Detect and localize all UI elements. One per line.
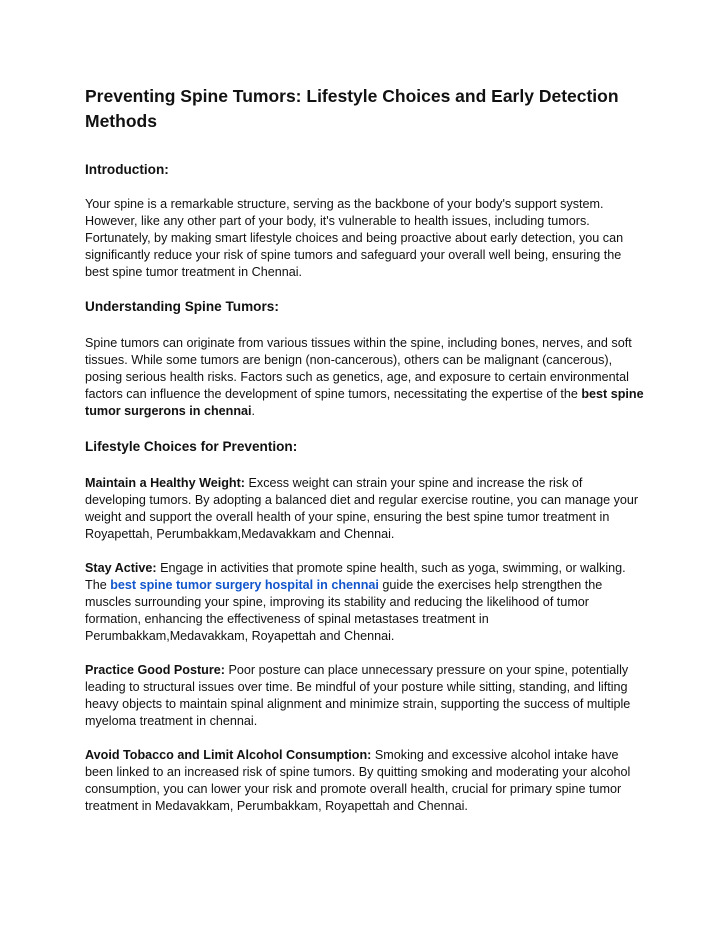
introduction-paragraph: Your spine is a remarkable structure, serving as the backbone of your body's support system. However, like any other part of your body, it's vulnerable to health issues, including tumors. Fortunately, by making smart lifestyle choices and being proactive about early detection, you can significantly reduce your risk of spine tumors and safeguard your overall well being, ensuring the best spine tumor treatment in Chennai. [85, 197, 624, 279]
weight-text: Excess weight can strain your spine and increase the risk of developing tumors. By adopting a balanced diet and regular exercise routine, you can manage your weight and support the overall health of your spine, ensuring the best spine tumor treatment in Royapettah, Perumbakkam,Medavakkam and Chennai. [85, 476, 639, 541]
posture-label: Practice Good Posture: [85, 663, 225, 677]
lifestyle-heading: Lifestyle Choices for Prevention: [85, 439, 298, 454]
active-paragraph [85, 560, 645, 645]
understanding-paragraph [85, 335, 645, 420]
active-label: Stay Active: [85, 561, 157, 575]
tobacco-paragraph [85, 747, 645, 815]
weight-paragraph [85, 475, 645, 543]
posture-text: Poor posture can place unnecessary pressure on your spine, potentially leading to structural issues over time. Be mindful of your posture while sitting, standing, and lifting heavy objects to maintain spinal alignment and minimize strain, supporting the success of multiple myeloma treatment in chennai. [85, 663, 631, 728]
active-text: Engage in activities that promote spine health, such as yoga, swimming, or walking. The [85, 561, 626, 592]
weight-label: Maintain a Healthy Weight: [85, 476, 246, 490]
tobacco-label: Avoid Tobacco and Limit Alcohol Consumption: [85, 748, 372, 762]
document-page [85, 84, 645, 815]
understanding-heading: Understanding Spine Tumors: [85, 299, 279, 314]
understanding-bold-phrase: best spine tumor surgerons in chennai [85, 387, 644, 418]
tobacco-text: Smoking and excessive alcohol intake have been linked to an increased risk of spine tumors. By quitting smoking and moderating your alcohol consumption, you can lower your risk and promote overall health, crucial for primary spine tumor treatment in Medavakkam, Perumbakkam, Royapettah and Chennai. [85, 748, 631, 813]
document-title: Preventing Spine Tumors: Lifestyle Choices and Early Detection Methods [85, 86, 619, 131]
hospital-link[interactable]: best spine tumor surgery hospital in chennai [110, 578, 379, 592]
understanding-text: Spine tumors can originate from various tissues within the spine, including bones, nerves, and soft tissues. While some tumors are benign (non-cancerous), others can be malignant (cancerous), posing serious health risks. Factors such as genetics, age, and exposure to certain environmental factors can influence the development of spine tumors, necessitating the expertise of the [85, 336, 632, 401]
introduction-heading: Introduction: [85, 162, 169, 177]
posture-paragraph [85, 662, 645, 730]
understanding-text-end: . [251, 404, 256, 418]
active-text-end: guide the exercises help strengthen the muscles surrounding your spine, improving its stability and reducing the likelihood of tumor formation, enhancing the effectiveness of spinal metastases treatment in Perumbakkam,Medavakkam, Royapettah and Chennai. [85, 578, 603, 643]
